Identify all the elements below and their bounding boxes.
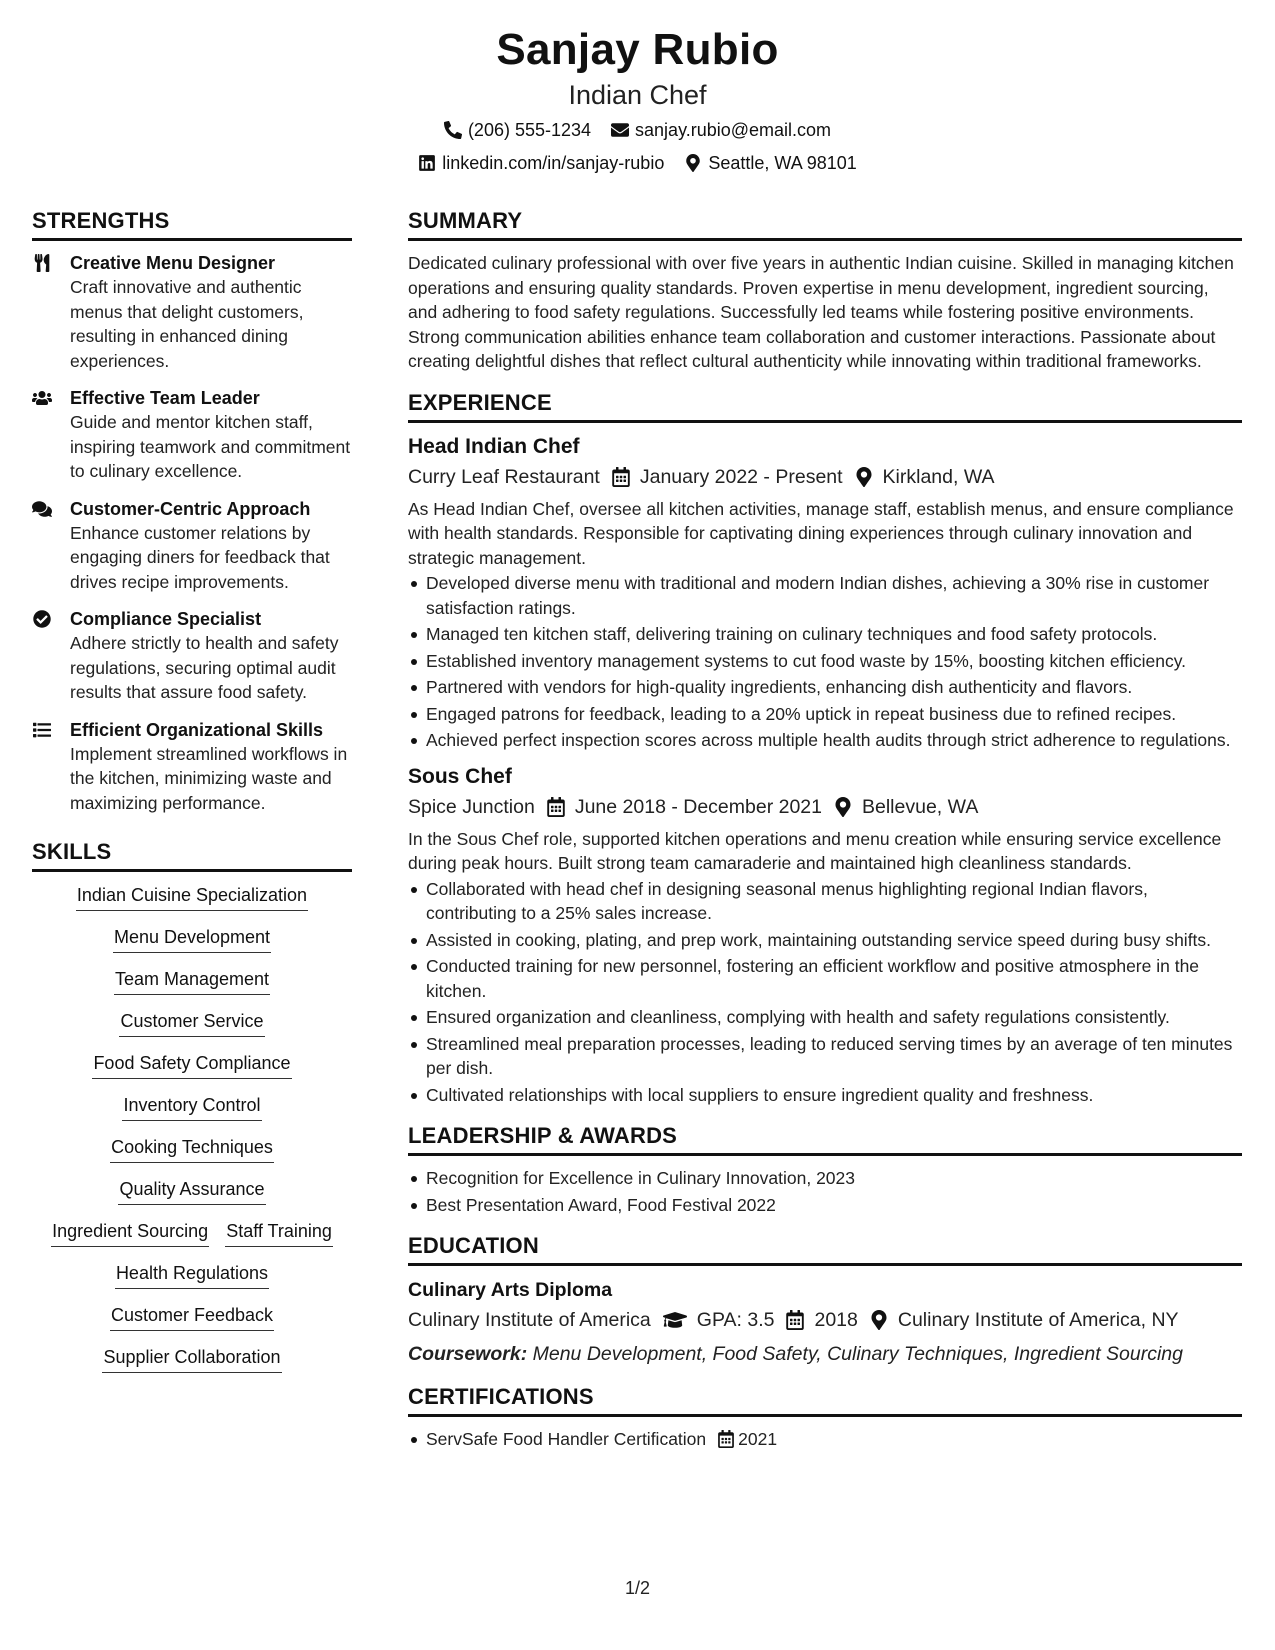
candidate-name: Sanjay Rubio — [496, 25, 779, 74]
map-marker-icon — [684, 154, 702, 172]
skill-tag: Indian Cuisine Specialization — [76, 882, 308, 911]
calendar-icon — [786, 1310, 804, 1330]
job-location: Kirkland, WA — [882, 465, 995, 488]
right-column — [408, 206, 1242, 1466]
contact-row-2 — [0, 148, 1275, 178]
gpa-text: GPA: 3.5 — [696, 1309, 775, 1331]
strength-desc: Adhere strictly to health and safety regulations, securing optimal audit results that assure food safety. — [70, 633, 339, 702]
email-text: sanjay.rubio@email.com — [635, 120, 832, 140]
experience-section — [408, 388, 1242, 1108]
education-meta — [408, 1304, 1242, 1336]
map-marker-icon — [834, 797, 852, 817]
graduation-cap-icon — [663, 1310, 687, 1330]
job-dates: June 2018 - December 2021 — [574, 795, 822, 818]
job-meta — [408, 461, 1242, 493]
job-meta — [408, 791, 1242, 823]
strength-title: Creative Menu Designer — [70, 253, 276, 273]
contact-row-1 — [0, 115, 1275, 145]
job-location: Bellevue, WA — [862, 795, 979, 818]
skill-tag: Cooking Techniques — [110, 1134, 274, 1163]
education-section — [408, 1231, 1242, 1368]
coursework-text: Menu Development, Food Safety, Culinary Techniques, Ingredient Sourcing — [532, 1343, 1183, 1365]
list-item: Recognition for Excellence in Culinary Innovation, 2023 — [408, 1166, 1242, 1191]
resume-header — [0, 22, 1275, 178]
list-item: Developed diverse menu with traditional and modern Indian dishes, achieving a 30% rise in customer satisfaction ratings. — [408, 571, 1242, 620]
job-company: Curry Leaf Restaurant — [408, 465, 600, 488]
candidate-role: Indian Chef — [568, 80, 707, 110]
coursework-label: Coursework: — [408, 1343, 528, 1365]
skill-tag: Inventory Control — [122, 1092, 261, 1121]
calendar-icon — [718, 1430, 734, 1448]
strength-item — [32, 607, 352, 705]
education-heading: EDUCATION — [408, 1231, 1242, 1266]
skill-tag: Food Safety Compliance — [92, 1050, 291, 1079]
skill-tag: Customer Feedback — [110, 1302, 274, 1331]
list-item: Achieved perfect inspection scores across multiple health audits through strict adherence to regulations. — [408, 728, 1242, 753]
list-item: Collaborated with head chef in designing seasonal menus highlighting regional Indian flavors, contributing to a 25% sales increase. — [408, 877, 1242, 926]
job-entry — [408, 763, 1242, 1108]
location-text: Seattle, WA 98101 — [708, 153, 857, 173]
certification-name: ServSafe Food Handler Certification — [426, 1429, 707, 1449]
certifications-section — [408, 1382, 1242, 1452]
coursework-line — [408, 1340, 1242, 1368]
certification-year: 2021 — [738, 1429, 778, 1449]
job-dates: January 2022 - Present — [639, 465, 843, 488]
strength-desc: Craft innovative and authentic menus that delight customers, resulting in enhanced dining experiences. — [70, 277, 304, 371]
strength-item — [32, 497, 352, 595]
job-bullets — [408, 877, 1242, 1108]
leadership-section — [408, 1121, 1242, 1217]
job-title: Sous Chef — [408, 764, 512, 788]
list-item: Assisted in cooking, plating, and prep work, maintaining outstanding service speed during busy shifts. — [408, 928, 1242, 953]
strength-item — [32, 386, 352, 484]
list-item: Partnered with vendors for high-quality ingredients, enhancing dish authenticity and flavors. — [408, 675, 1242, 700]
skill-tag: Customer Service — [119, 1008, 264, 1037]
linkedin-icon — [418, 154, 436, 172]
job-company: Spice Junction — [408, 795, 535, 818]
strength-desc: Enhance customer relations by engaging diners for feedback that drives recipe improvements. — [70, 522, 330, 592]
strength-item — [32, 718, 352, 816]
education-year: 2018 — [814, 1309, 858, 1331]
check-circle-icon — [32, 610, 52, 628]
job-description: In the Sous Chef role, supported kitchen operations and menu creation while ensuring service excellence during peak hours. Built strong team camaraderie and maintained high cleanliness standards. — [408, 828, 1222, 873]
education-location: Culinary Institute of America, NY — [897, 1309, 1179, 1331]
list-item: Engaged patrons for feedback, leading to a 20% uptick in repeat business due to refined recipes. — [408, 702, 1242, 727]
phone-icon — [444, 121, 462, 139]
list-item: Best Presentation Award, Food Festival 2022 — [408, 1193, 1242, 1218]
list-item: Managed ten kitchen staff, delivering training on culinary techniques and food safety protocols. — [408, 622, 1242, 647]
leadership-list — [408, 1166, 1242, 1217]
strength-title: Compliance Specialist — [70, 609, 262, 629]
users-icon — [32, 389, 52, 407]
job-entry — [408, 433, 1242, 753]
strength-desc: Guide and mentor kitchen staff, inspiring teamwork and commitment to culinary excellence. — [70, 412, 351, 481]
school-name: Culinary Institute of America — [408, 1309, 651, 1331]
list-item: Cultivated relationships with local suppliers to ensure ingredient quality and freshness. — [408, 1083, 1242, 1108]
envelope-icon — [611, 121, 629, 139]
phone-contact — [444, 115, 591, 145]
skill-tag: Quality Assurance — [118, 1176, 265, 1205]
list-item: Streamlined meal preparation processes, leading to reduced serving times by an average of ten minutes per dish. — [408, 1032, 1242, 1081]
skill-tag: Ingredient Sourcing — [51, 1218, 209, 1247]
comments-icon — [32, 500, 52, 518]
strength-item — [32, 251, 352, 373]
phone-text: (206) 555-1234 — [467, 120, 592, 140]
certifications-heading: CERTIFICATIONS — [408, 1382, 1242, 1417]
list-item — [408, 1427, 1242, 1452]
map-marker-icon — [870, 1310, 888, 1330]
map-marker-icon — [855, 467, 873, 487]
strengths-heading: STRENGTHS — [32, 206, 352, 241]
linkedin-contact[interactable] — [418, 148, 664, 178]
skill-tag: Staff Training — [225, 1218, 333, 1247]
summary-text: Dedicated culinary professional with over five years in authentic Indian cuisine. Skilled in managing kitchen operations and ensuring quality standards. Proven expertise in menu development, ingredient sourcing, and adhering to food safety regulations. Successfully led teams while fostering positive environments. Strong communication abilities enhance team collaboration and customer interactions. Passionate about creating delightful dishes that reflect cultural authenticity while innovating within traditional frameworks. — [408, 253, 1234, 371]
strength-title: Effective Team Leader — [70, 388, 260, 408]
job-description: As Head Indian Chef, oversee all kitchen activities, manage staff, establish menus, and ensure compliance with health standards. Responsible for captivating dining experiences through culinary innovation and strategic management. — [408, 498, 1234, 568]
summary-section — [408, 206, 1242, 374]
list-item: Ensured organization and cleanliness, complying with health and safety regulations consistently. — [408, 1005, 1242, 1030]
skill-tag: Team Management — [114, 966, 270, 995]
skill-tag: Health Regulations — [115, 1260, 269, 1289]
leadership-heading: LEADERSHIP & AWARDS — [408, 1121, 1242, 1156]
experience-heading: EXPERIENCE — [408, 388, 1242, 423]
degree-title: Culinary Arts Diploma — [408, 1279, 613, 1301]
list-icon — [32, 721, 52, 739]
job-title: Head Indian Chef — [408, 434, 580, 458]
list-item: Conducted training for new personnel, fostering an efficient workflow and positive atmosphere in the kitchen. — [408, 954, 1242, 1003]
list-item: Established inventory management systems to cut food waste by 15%, boosting kitchen efficiency. — [408, 649, 1242, 674]
location-contact — [684, 148, 856, 178]
skills-list — [32, 882, 352, 1373]
email-contact[interactable] — [611, 115, 831, 145]
utensils-icon — [32, 254, 52, 272]
strength-desc: Implement streamlined workflows in the kitchen, minimizing waste and maximizing performance. — [70, 743, 348, 813]
strength-title: Efficient Organizational Skills — [70, 719, 324, 740]
skill-tag: Menu Development — [113, 924, 271, 953]
strength-title: Customer-Centric Approach — [70, 498, 311, 519]
job-bullets — [408, 571, 1242, 753]
calendar-icon — [547, 797, 565, 817]
page-number: 1/2 — [624, 1578, 651, 1598]
summary-heading: SUMMARY — [408, 206, 1242, 241]
calendar-icon — [612, 467, 630, 487]
certifications-list — [408, 1427, 1242, 1452]
skill-tag: Supplier Collaboration — [102, 1344, 281, 1373]
left-column — [32, 206, 352, 1373]
skills-heading: SKILLS — [32, 837, 352, 872]
linkedin-text: linkedin.com/in/sanjay-rubio — [442, 153, 665, 173]
